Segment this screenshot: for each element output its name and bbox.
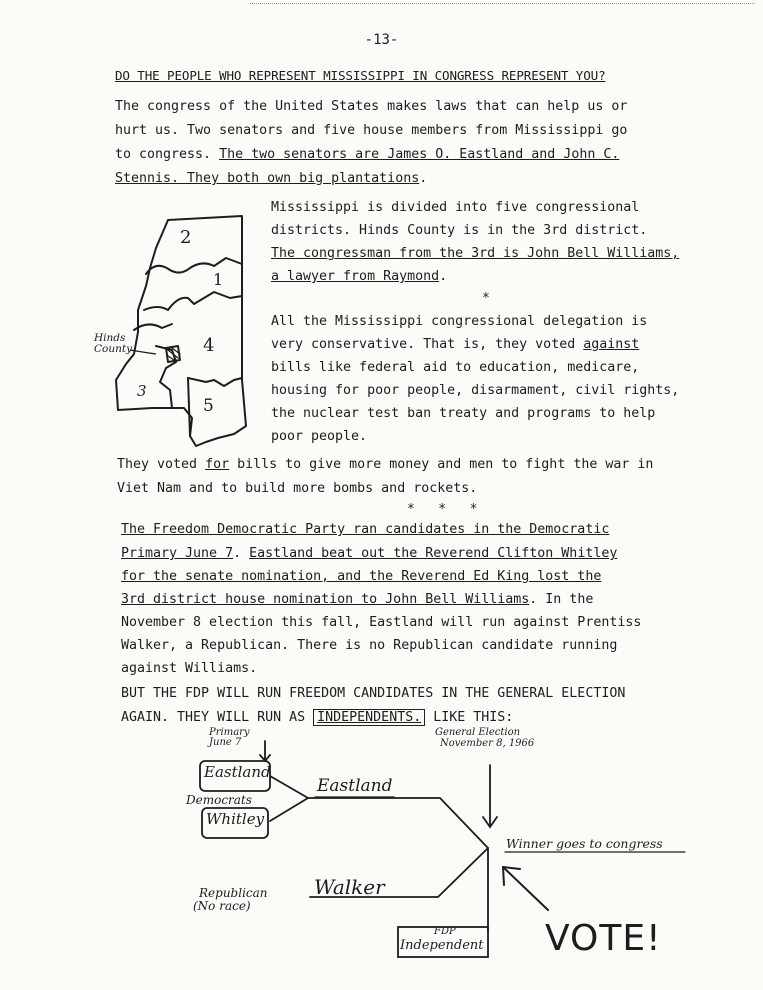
para2-line3: The congressman from the 3rd is John Bell Williams, (271, 246, 680, 261)
district-border-2-1 (146, 258, 242, 274)
para3-line1: All the Mississippi congressional delegation is (271, 314, 648, 329)
independents-box: INDEPENDENTS. (313, 709, 425, 726)
district-4-label: 4 (203, 335, 215, 356)
district-2-label: 2 (180, 227, 192, 248)
district-border-4-5 (188, 378, 242, 386)
eastland-box-label: Eastland (204, 763, 271, 781)
district-5-label: 5 (203, 396, 214, 416)
para6-line2: AGAIN. THEY WILL RUN AS INDEPENDENTS. LIKE THIS: (121, 710, 514, 725)
para5-line5: November 8 election this fall, Eastland will run against Prentiss (121, 615, 642, 630)
para4-line2: Viet Nam and to build more bombs and rockets. (117, 481, 478, 496)
district-border-5 (188, 378, 190, 436)
para3-line5: the nuclear test ban treaty and programs to help (271, 406, 656, 421)
separator-star: * (482, 291, 490, 306)
top-rule (250, 3, 755, 4)
primary-label: Primary June 7 (209, 727, 250, 748)
walker-label: Walker (314, 875, 385, 899)
para6-line1: BUT THE FDP WILL RUN FREEDOM CANDIDATES IN THE GENERAL ELECTION (121, 686, 626, 701)
para5-line6: Walker, a Republican. There is no Republican candidate running (121, 638, 618, 653)
para5-line1: The Freedom Democratic Party ran candidates in the Democratic (121, 522, 610, 537)
mississippi-district-map (110, 212, 250, 452)
democrats-label: Democrats (186, 793, 252, 807)
para2-line4: a lawyer from Raymond. (271, 269, 448, 284)
para3-line4: housing for poor people, disarmament, civil rights, (271, 383, 680, 398)
republican-label: Republican (No race) (193, 886, 268, 913)
para3-line2: very conservative. That is, they voted against (271, 337, 640, 352)
senators-names: The two senators are James O. Eastland and John C. (219, 147, 620, 162)
separator-stars: * * * (407, 502, 478, 517)
para2-line2: districts. Hinds County is in the 3rd district. (271, 223, 648, 238)
para5-line7: against Williams. (121, 661, 258, 676)
para1-line4: Stennis. They both own big plantations. (115, 171, 428, 186)
page-number: -13- (364, 32, 399, 48)
for-text: for (205, 457, 230, 472)
fdp-label: FDP (434, 926, 456, 937)
para5-line2: Primary June 7. Eastland beat out the Reverend Clifton Whitley (121, 546, 618, 561)
general-election-label: General Election November 8, 1966 (435, 727, 535, 749)
district-1-label: 1 (213, 270, 224, 289)
para2-line1: Mississippi is divided into five congressional (271, 200, 640, 215)
para1-line1: The congress of the United States makes laws that can help us or (115, 99, 628, 114)
para3-line6: poor people. (271, 429, 368, 444)
page-heading: DO THE PEOPLE WHO REPRESENT MISSISSIPPI IN CONGRESS REPRESENT YOU? (115, 68, 606, 83)
hinds-pointer (130, 346, 160, 360)
vote-label: VOTE! (545, 918, 662, 959)
plantations-text: Stennis. They both own big plantations (115, 171, 420, 186)
district-border-west (134, 324, 172, 330)
para5-line4: 3rd district house nomination to John Bell Williams. In the (121, 592, 594, 607)
whitley-box-label: Whitley (206, 810, 265, 828)
hinds-county-label: Hinds County (94, 332, 133, 355)
against-text: against (583, 337, 640, 352)
state-outline (116, 216, 246, 446)
para1-line2: hurt us. Two senators and five house members from Mississippi go (115, 123, 628, 138)
independent-box-label: Independent (400, 938, 484, 953)
winner-label: Winner goes to congress (506, 836, 663, 851)
para5-line3: for the senate nomination, and the Reverend Ed King lost the (121, 569, 602, 584)
para3-line3: bills like federal aid to education, medicare, (271, 360, 640, 375)
para4-line1: They voted for bills to give more money and men to fight the war in (117, 457, 654, 472)
district-border-1-4 (144, 292, 242, 310)
district-3-label: 3 (137, 382, 147, 400)
eastland-nominee-label: Eastland (317, 776, 393, 796)
para1-line3: to congress. The two senators are James O. Eastland and John C. (115, 147, 620, 162)
